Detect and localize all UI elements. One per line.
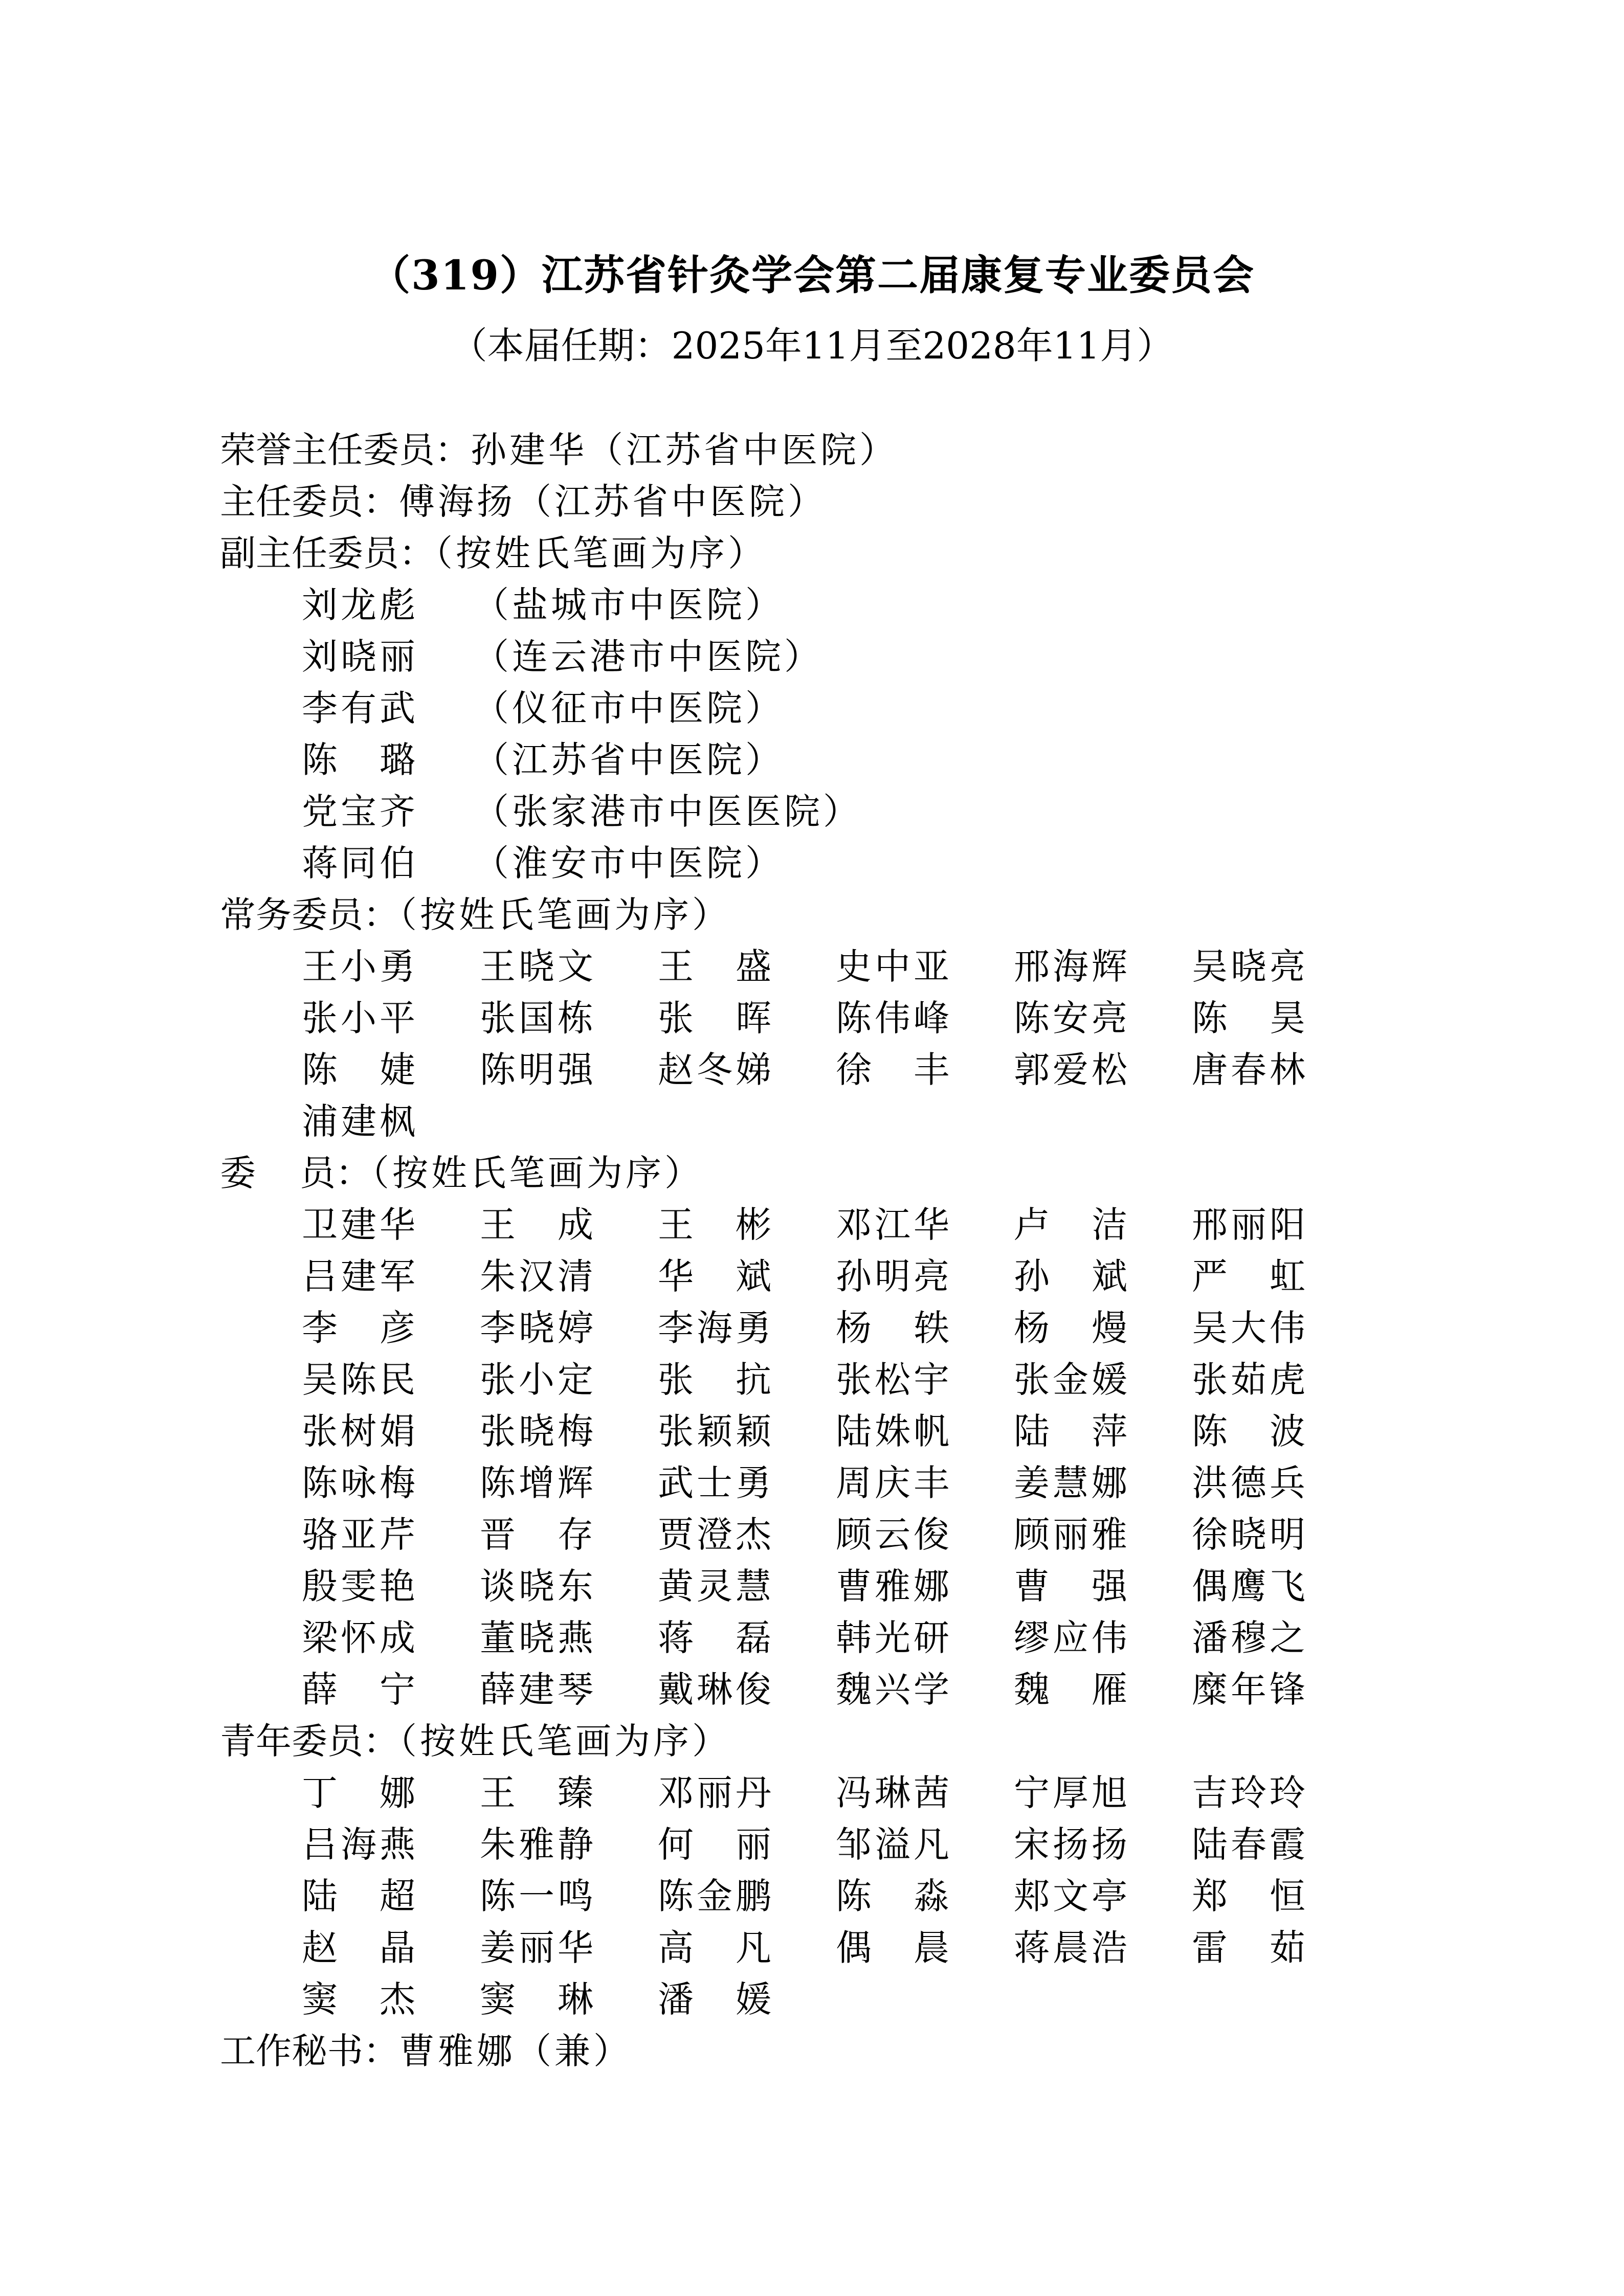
members-label: 委员： bbox=[220, 1152, 371, 1194]
member-name: 张 晖 bbox=[658, 997, 774, 1039]
vice-chair-org: （江苏省中医院） bbox=[473, 739, 784, 781]
member-name: 张国栋 bbox=[480, 997, 596, 1039]
member-name: 郑 恒 bbox=[1192, 1875, 1308, 1917]
member-name: 殷雯艳 bbox=[302, 1565, 418, 1607]
name-row bbox=[220, 1664, 1601, 1716]
member-name: 梁怀成 bbox=[302, 1617, 418, 1659]
vice-chairs-label: 副主任委员： bbox=[220, 532, 435, 574]
member-name: 张树娟 bbox=[302, 1410, 418, 1452]
vice-chair-entry bbox=[220, 838, 1601, 889]
member-name: 邢海辉 bbox=[1014, 946, 1130, 987]
member-name: 晋 存 bbox=[480, 1514, 596, 1556]
name-row bbox=[220, 1457, 1601, 1509]
member-name: 宋扬扬 bbox=[1014, 1824, 1130, 1865]
member-name: 吴大伟 bbox=[1192, 1307, 1308, 1349]
member-name: 魏兴学 bbox=[836, 1669, 952, 1710]
member-name: 顾丽雅 bbox=[1014, 1514, 1130, 1556]
member-name: 张松宇 bbox=[836, 1359, 952, 1401]
member-name: 顾云俊 bbox=[836, 1514, 952, 1556]
name-row bbox=[220, 1974, 1601, 2025]
members-heading bbox=[220, 1147, 1601, 1199]
vice-chair-entry bbox=[220, 786, 1601, 838]
name-row bbox=[220, 993, 1601, 1044]
youth-label: 青年委员： bbox=[220, 1720, 399, 1762]
vice-chair-name: 党宝齐 bbox=[302, 791, 418, 832]
name-row bbox=[220, 1354, 1601, 1406]
member-name: 严 虹 bbox=[1192, 1255, 1308, 1297]
member-name: 赵冬娣 bbox=[658, 1049, 774, 1091]
name-row bbox=[220, 1509, 1601, 1561]
youth-note: （按姓氏笔画为序） bbox=[399, 1720, 731, 1762]
secretary-row bbox=[220, 2025, 1601, 2077]
member-name: 陆春霞 bbox=[1192, 1824, 1308, 1865]
name-row bbox=[220, 1199, 1601, 1251]
member-name: 陆姝帆 bbox=[836, 1410, 952, 1452]
name-row bbox=[220, 1044, 1601, 1096]
member-name: 李海勇 bbox=[658, 1307, 774, 1349]
member-name: 孙 斌 bbox=[1014, 1255, 1130, 1297]
honorary-chair-value: 孙建华（江苏省中医院） bbox=[471, 429, 898, 471]
member-name: 孙明亮 bbox=[836, 1255, 952, 1297]
standing-label: 常务委员： bbox=[220, 894, 399, 936]
member-name: 李晓婷 bbox=[480, 1307, 596, 1349]
member-name: 吴晓亮 bbox=[1192, 946, 1308, 987]
member-name: 张小平 bbox=[302, 997, 418, 1039]
member-name: 窦 琳 bbox=[480, 1978, 596, 2020]
member-name: 邹溢凡 bbox=[836, 1824, 952, 1865]
member-name: 吕建军 bbox=[302, 1255, 418, 1297]
member-name: 张 抗 bbox=[658, 1359, 774, 1401]
honorary-chair-label: 荣誉主任委员： bbox=[220, 429, 471, 471]
vice-chairs-note: （按姓氏笔画为序） bbox=[435, 532, 767, 574]
member-name: 陈增辉 bbox=[480, 1462, 596, 1504]
member-name: 韩光研 bbox=[836, 1617, 952, 1659]
name-row bbox=[220, 1767, 1601, 1819]
member-name: 李 彦 bbox=[302, 1307, 418, 1349]
member-name: 骆亚芹 bbox=[302, 1514, 418, 1556]
member-name: 何 丽 bbox=[658, 1824, 774, 1865]
member-name: 赵 晶 bbox=[302, 1927, 418, 1969]
chair-label: 主任委员： bbox=[220, 481, 399, 523]
member-name: 陈明强 bbox=[480, 1049, 596, 1091]
vice-chair-entry bbox=[220, 631, 1601, 683]
member-name: 张茹虎 bbox=[1192, 1359, 1308, 1401]
member-name: 高 凡 bbox=[658, 1927, 774, 1969]
member-name: 朱雅静 bbox=[480, 1824, 596, 1865]
honorary-chair-row bbox=[220, 424, 1601, 476]
vice-chair-entry bbox=[220, 734, 1601, 786]
member-name: 偶鹰飞 bbox=[1192, 1565, 1308, 1607]
vice-chair-name: 刘晓丽 bbox=[302, 636, 418, 678]
name-row bbox=[220, 1561, 1601, 1612]
member-name: 蒋 磊 bbox=[658, 1617, 774, 1659]
member-name: 蒋晨浩 bbox=[1014, 1927, 1130, 1969]
member-name: 浦建枫 bbox=[302, 1100, 418, 1142]
member-name: 王 盛 bbox=[658, 946, 774, 987]
member-name: 姜慧娜 bbox=[1014, 1462, 1130, 1504]
member-name: 朱汉清 bbox=[480, 1255, 596, 1297]
name-row bbox=[220, 1819, 1601, 1871]
vice-chairs-heading bbox=[220, 528, 1601, 579]
committee-list bbox=[220, 424, 1601, 2077]
term-period: （本届任期：2025年11月至2028年11月） bbox=[450, 324, 1174, 367]
member-name: 陈 婕 bbox=[302, 1049, 418, 1091]
vice-chair-org: （淮安市中医院） bbox=[473, 842, 784, 884]
member-name: 王 臻 bbox=[480, 1772, 596, 1814]
standing-note: （按姓氏笔画为序） bbox=[399, 894, 731, 936]
name-row bbox=[220, 1406, 1601, 1457]
member-name: 陆 萍 bbox=[1014, 1410, 1130, 1452]
member-name: 潘穆之 bbox=[1192, 1617, 1308, 1659]
member-name: 冯琳茜 bbox=[836, 1772, 952, 1814]
member-name: 宁厚旭 bbox=[1014, 1772, 1130, 1814]
vice-chair-org: （仪征市中医院） bbox=[473, 687, 784, 729]
name-row bbox=[220, 1096, 1601, 1147]
member-name: 陈 淼 bbox=[836, 1875, 952, 1917]
member-name: 王 成 bbox=[480, 1204, 596, 1246]
member-name: 杨 轶 bbox=[836, 1307, 952, 1349]
member-name: 陈 昊 bbox=[1192, 997, 1308, 1039]
member-name: 张金媛 bbox=[1014, 1359, 1130, 1401]
member-name: 周庆丰 bbox=[836, 1462, 952, 1504]
member-name: 卫建华 bbox=[302, 1204, 418, 1246]
name-row bbox=[220, 1922, 1601, 1974]
member-name: 潘 媛 bbox=[658, 1978, 774, 2020]
vice-chair-org: （盐城市中医院） bbox=[473, 584, 784, 626]
member-name: 雷 茹 bbox=[1192, 1927, 1308, 1969]
member-name: 张小定 bbox=[480, 1359, 596, 1401]
member-name: 谈晓东 bbox=[480, 1565, 596, 1607]
member-name: 邢丽阳 bbox=[1192, 1204, 1308, 1246]
member-name: 吴陈民 bbox=[302, 1359, 418, 1401]
member-name: 陈安亮 bbox=[1014, 997, 1130, 1039]
member-name: 姜丽华 bbox=[480, 1927, 596, 1969]
member-name: 洪德兵 bbox=[1192, 1462, 1308, 1504]
member-name: 徐 丰 bbox=[836, 1049, 952, 1091]
name-row bbox=[220, 1302, 1601, 1354]
member-name: 贾澄杰 bbox=[658, 1514, 774, 1556]
vice-chair-name: 蒋同伯 bbox=[302, 842, 418, 884]
vice-chair-org: （连云港市中医院） bbox=[473, 636, 823, 678]
member-name: 糜年锋 bbox=[1192, 1669, 1308, 1710]
member-name: 吕海燕 bbox=[302, 1824, 418, 1865]
member-name: 陈金鹏 bbox=[658, 1875, 774, 1917]
member-name: 华 斌 bbox=[658, 1255, 774, 1297]
member-name: 张颖颖 bbox=[658, 1410, 774, 1452]
name-row bbox=[220, 1251, 1601, 1302]
secretary-value: 曹雅娜（兼） bbox=[399, 2030, 632, 2072]
vice-chair-entry bbox=[220, 579, 1601, 631]
member-name: 曹 强 bbox=[1014, 1565, 1130, 1607]
youth-heading bbox=[220, 1716, 1601, 1767]
vice-chair-org: （张家港市中医医院） bbox=[473, 791, 862, 832]
member-name: 郭爱松 bbox=[1014, 1049, 1130, 1091]
document-title: （319）江苏省针灸学会第二届康复专业委员会 bbox=[369, 251, 1255, 299]
member-name: 戴琳俊 bbox=[658, 1669, 774, 1710]
members-note: （按姓氏笔画为序） bbox=[371, 1152, 703, 1194]
member-name: 窦 杰 bbox=[302, 1978, 418, 2020]
member-name: 邓丽丹 bbox=[658, 1772, 774, 1814]
member-name: 王晓文 bbox=[480, 946, 596, 987]
member-name: 陈伟峰 bbox=[836, 997, 952, 1039]
member-name: 黄灵慧 bbox=[658, 1565, 774, 1607]
member-name: 武士勇 bbox=[658, 1462, 774, 1504]
member-name: 张晓梅 bbox=[480, 1410, 596, 1452]
member-name: 陆 超 bbox=[302, 1875, 418, 1917]
name-row bbox=[220, 1871, 1601, 1922]
member-name: 魏 雁 bbox=[1014, 1669, 1130, 1710]
member-name: 吉玲玲 bbox=[1192, 1772, 1308, 1814]
secretary-label: 工作秘书： bbox=[220, 2030, 399, 2072]
member-name: 薛建琴 bbox=[480, 1669, 596, 1710]
member-name: 陈一鸣 bbox=[480, 1875, 596, 1917]
member-name: 王小勇 bbox=[302, 946, 418, 987]
member-name: 偶 晨 bbox=[836, 1927, 952, 1969]
member-name: 陈 波 bbox=[1192, 1410, 1308, 1452]
member-name: 曹雅娜 bbox=[836, 1565, 952, 1607]
member-name: 郏文亭 bbox=[1014, 1875, 1130, 1917]
member-name: 董晓燕 bbox=[480, 1617, 596, 1659]
member-name: 徐晓明 bbox=[1192, 1514, 1308, 1556]
member-name: 杨 熳 bbox=[1014, 1307, 1130, 1349]
chair-value: 傅海扬（江苏省中医院） bbox=[399, 481, 827, 523]
member-name: 缪应伟 bbox=[1014, 1617, 1130, 1659]
member-name: 唐春林 bbox=[1192, 1049, 1308, 1091]
member-name: 史中亚 bbox=[836, 946, 952, 987]
vice-chair-name: 李有武 bbox=[302, 687, 418, 729]
member-name: 王 彬 bbox=[658, 1204, 774, 1246]
chair-row bbox=[220, 476, 1601, 528]
member-name: 卢 洁 bbox=[1014, 1204, 1130, 1246]
member-name: 邓江华 bbox=[836, 1204, 952, 1246]
member-name: 陈咏梅 bbox=[302, 1462, 418, 1504]
standing-heading bbox=[220, 889, 1601, 941]
member-name: 薛 宁 bbox=[302, 1669, 418, 1710]
vice-chair-entry bbox=[220, 683, 1601, 734]
name-row bbox=[220, 941, 1601, 993]
name-row bbox=[220, 1612, 1601, 1664]
member-name: 丁 娜 bbox=[302, 1772, 418, 1814]
vice-chair-name: 陈 璐 bbox=[302, 739, 418, 781]
vice-chair-name: 刘龙彪 bbox=[302, 584, 418, 626]
